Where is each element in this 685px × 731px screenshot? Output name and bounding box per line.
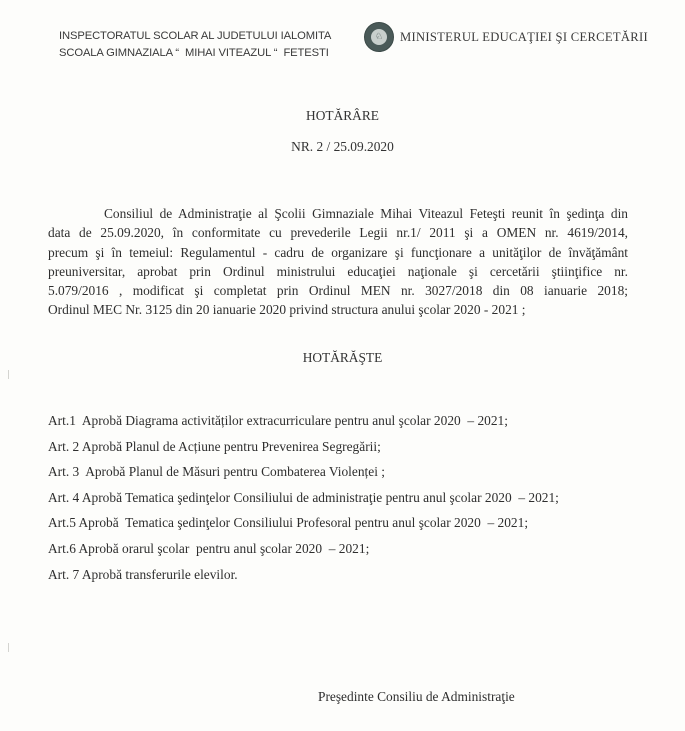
signature-label: Preşedinte Consiliu de Administraţie <box>318 689 515 704</box>
decision-heading: HOTĂRĂŞTE <box>302 350 383 365</box>
document-title: HOTĂRÂRE <box>306 108 379 123</box>
article-item: Art. 7 Aprobă transferurile elevilor. <box>48 566 238 582</box>
ministry-name: MINISTERUL EDUCAŢIEI ŞI CERCETĂRII <box>400 29 648 44</box>
article-item: Art. 4 Aprobă Tematica şedinţelor Consiliului de administraţie pentru anul şcolar 2020 – 2021; <box>48 489 559 505</box>
article-item: Art.5 Aprobă Tematica şedinţelor Consiliului Profesoral pentru anul şcolar 2020 – 2021; <box>48 515 529 531</box>
preamble-line: Ordinul MEC Nr. 3125 din 20 ianuarie 2020 privind structura anului şcolar 2020 - 2021 ; <box>48 302 526 318</box>
article-item: Art. 3 Aprobă Planul de Măsuri pentru Combaterea Violenței ; <box>48 464 385 480</box>
article-item: Art.6 Aprobă orarul şcolar pentru anul şcolar 2020 – 2021; <box>48 540 370 556</box>
inspectorate-name: INSPECTORATUL SCOLAR AL JUDETULUI IALOMITA <box>59 30 332 42</box>
preamble-line: preuniversitar, aprobat prin Ordinul ministrului educaţiei naţionale şi cercetării ştiinţifice nr. <box>48 263 628 279</box>
scan-artifact <box>8 643 9 652</box>
school-name: SCOALA GIMNAZIALA “ MIHAI VITEAZUL “ FETESTI <box>59 47 329 59</box>
preamble-line: Consiliul de Administraţie al Şcolii Gimnaziale Mihai Viteazul Feteşti reunit în şedinţa din <box>104 206 628 221</box>
scan-artifact <box>8 370 9 379</box>
preamble-line: precum şi în temeiul: Regulamentul - cadru de organizare şi funcţionare a unităţilor de învăţământ <box>48 244 628 260</box>
articles-list <box>48 412 559 591</box>
romanian-government-seal-icon: ♘ <box>364 22 394 52</box>
document-number: NR. 2 / 25.09.2020 <box>291 139 394 154</box>
article-item: Art. 2 Aprobă Planul de Acțiune pentru Prevenirea Segregării; <box>48 438 381 454</box>
article-item: Art.1 Aprobă Diagrama activităților extracurriculare pentru anul şcolar 2020 – 2021; <box>48 413 508 428</box>
school-header <box>59 28 331 62</box>
preamble-line: 5.079/2016 , modificat şi completat prin Ordinul MEN nr. 3027/2018 din 08 ianuarie 2018; <box>48 283 628 299</box>
preamble-paragraph <box>48 204 628 320</box>
ministry-header <box>364 22 648 52</box>
preamble-line: data de 25.09.2020, în conformitate cu prevederile Legii nr.1/ 2011 şi a OMEN nr. 4619/2014, <box>48 225 628 241</box>
